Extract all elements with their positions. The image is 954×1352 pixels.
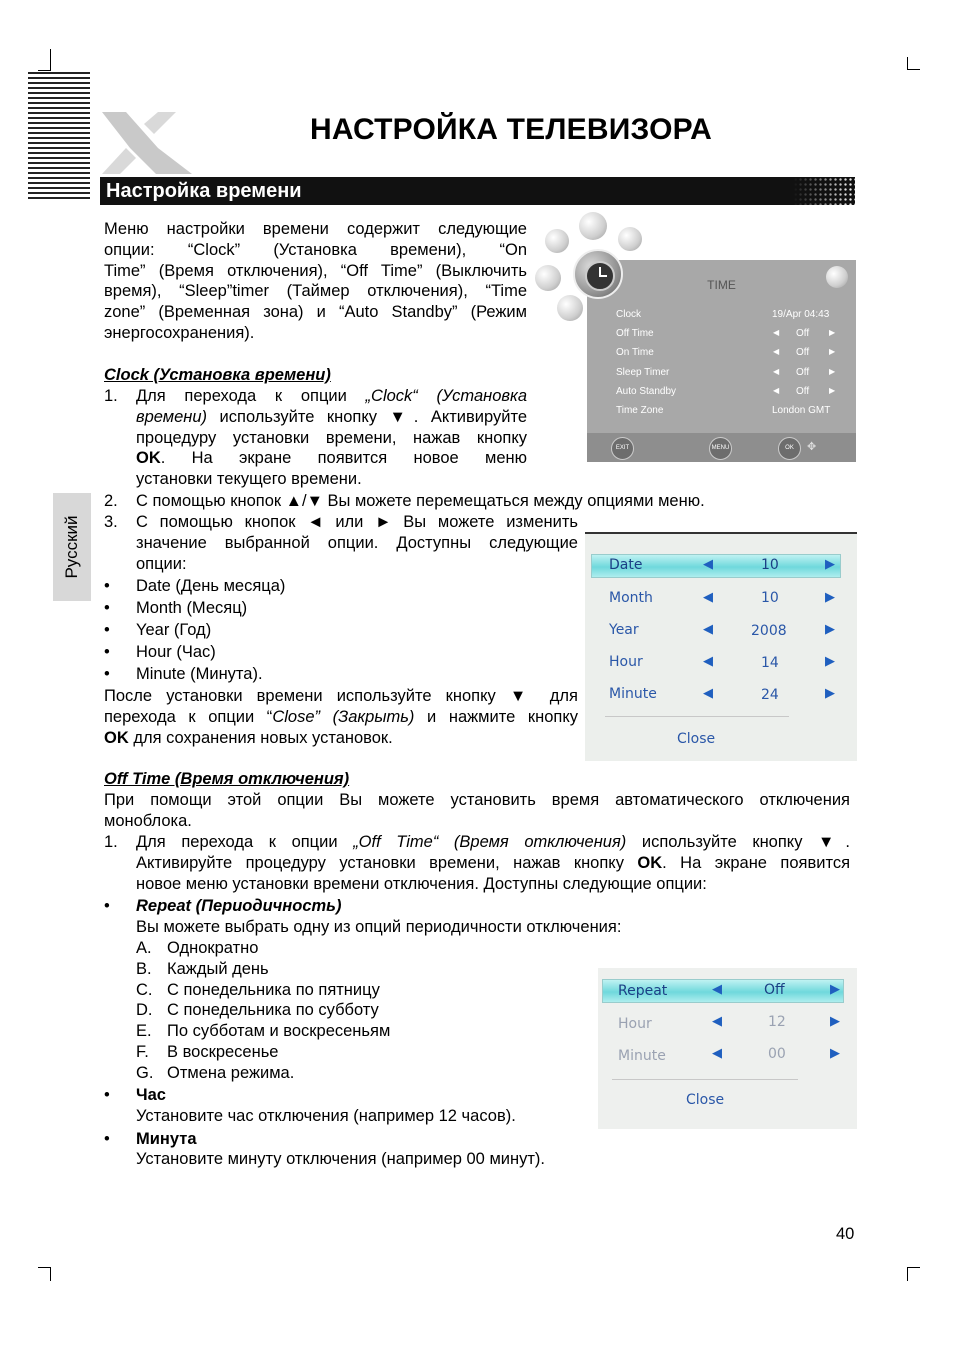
crop-mark-top-right-h <box>907 69 920 70</box>
arrow-right-icon[interactable]: ▶ <box>825 653 835 668</box>
tv-menu-row[interactable] <box>616 384 846 403</box>
clock-step3-number: 3. <box>104 513 118 531</box>
crop-mark-bottom-left-v <box>50 1267 51 1281</box>
tv-offtime-menu-screenshot <box>598 968 857 1129</box>
option-letter: D. <box>136 1001 153 1020</box>
offtime-intro-line: моноблока. <box>104 811 192 830</box>
clock-heading: Clock (Установка времени) <box>104 366 331 384</box>
date-row-label[interactable]: Date <box>609 557 643 573</box>
logo-stripes <box>28 72 90 200</box>
year-row-value: 2008 <box>751 623 787 639</box>
tv-menu-title: TIME <box>707 278 736 292</box>
bullet-icon: • <box>104 577 110 595</box>
clock-step1-text5: установки текущего времени. <box>136 470 362 489</box>
offtime-step1-text5: новое меню установки времени отключения. Доступны следующие опции: <box>136 874 707 893</box>
clock-step3-line: С помощью кнопок ◄ или ► Вы можете изменить <box>136 513 578 531</box>
clock-step1-text3: процедуру установки времени, нажав кнопку <box>136 428 527 447</box>
option-letter: C. <box>136 980 153 999</box>
arrow-left-icon: ◀ <box>773 347 780 356</box>
arrow-left-icon[interactable]: ◀ <box>703 589 713 604</box>
close-button[interactable]: Close <box>686 1092 725 1108</box>
section-title: Настройка времени <box>106 180 302 202</box>
hour-row-value: 12 <box>768 1014 786 1030</box>
arrow-right-icon[interactable]: ▶ <box>825 589 835 604</box>
intro-line: Time” (Время отключения), “Off Time” (Выключить <box>104 261 527 280</box>
bullet-icon: • <box>104 1130 110 1148</box>
repeat-row-label[interactable]: Repeat <box>618 983 668 999</box>
offtime-step1-text2: используйте кнопку ▼. <box>626 833 850 851</box>
bullet-icon: • <box>104 643 110 661</box>
arrow-right-icon: ▶ <box>829 386 836 395</box>
tv-row-value: Off <box>796 386 810 397</box>
tv-row-value: Off <box>796 367 810 378</box>
intro-line: энергосохранения). <box>104 323 255 342</box>
minute-row-value: 24 <box>761 687 779 703</box>
year-row-label[interactable]: Year <box>609 622 639 638</box>
date-row-value: 10 <box>761 557 779 573</box>
tv-menu-row[interactable] <box>616 403 846 422</box>
arrow-left-icon[interactable]: ◀ <box>703 556 713 571</box>
clock-after-paragraph <box>104 686 578 748</box>
crop-mark-top-left <box>50 49 51 70</box>
language-label: Русский <box>62 515 81 579</box>
offtime-step1 <box>136 832 850 894</box>
option-letter: F. <box>136 1042 149 1061</box>
repeat-options <box>136 938 390 1084</box>
tv-row-value: 19/Apr 04:43 <box>772 309 830 320</box>
tv-row-label: Clock <box>616 309 642 320</box>
arrow-left-icon[interactable]: ◀ <box>712 1013 722 1028</box>
option-text: Отмена режима. <box>167 1063 295 1082</box>
crop-mark-bottom-right <box>907 1267 920 1268</box>
tv-date-menu-screenshot <box>585 532 857 761</box>
menu-bubble-icon <box>826 266 848 288</box>
option-letter: B. <box>136 959 152 978</box>
bullet-item: Hour (Час) <box>136 643 216 661</box>
offtime-step1-number: 1. <box>104 833 118 851</box>
clock-step1-text: Для перехода к опции <box>136 387 366 405</box>
option-text: С понедельника по субботу <box>167 1001 379 1020</box>
clock-after-text: перехода к опции “ <box>104 707 273 726</box>
menu-bubble-icon <box>618 227 642 251</box>
divider <box>605 716 789 717</box>
option-letter: E. <box>136 1022 152 1041</box>
clock-step1 <box>136 386 527 490</box>
clock-step2: С помощью кнопок ▲/▼ Вы можете перемещаться между опциями меню. <box>136 492 705 510</box>
tv-menu-row[interactable] <box>616 307 846 326</box>
tv-menu-row[interactable] <box>616 345 846 364</box>
arrow-right-icon[interactable]: ▶ <box>830 1013 840 1028</box>
ok-button[interactable]: OK <box>778 437 801 460</box>
menu-bubble-icon <box>579 212 607 240</box>
tv-row-value: Off <box>796 347 810 358</box>
crop-mark-top-left-h <box>38 70 51 71</box>
offtime-heading: Off Time (Время отключения) <box>104 770 350 788</box>
page-number: 40 <box>836 1225 855 1243</box>
option-text: По субботам и воскресеньям <box>167 1022 391 1041</box>
option-text: С понедельника по пятницу <box>167 980 380 999</box>
tv-row-value: Off <box>796 328 810 339</box>
clock-after-text2: и нажмите кнопку <box>414 707 578 726</box>
hour-title: Час <box>136 1086 166 1104</box>
month-row-label[interactable]: Month <box>609 590 653 606</box>
month-row-value: 10 <box>761 590 779 606</box>
crop-mark-bottom-right-v <box>907 1267 908 1281</box>
arrow-left-icon[interactable]: ◀ <box>712 981 722 996</box>
divider <box>612 1079 798 1080</box>
clock-icon <box>573 249 623 299</box>
minute-title: Минута <box>136 1130 197 1148</box>
offtime-step1-text3: Активируйте процедуру установки времени, нажав кнопку <box>136 853 638 872</box>
offtime-step1-ok: OK <box>637 853 663 872</box>
tv-row-label: Auto Standby <box>616 386 677 397</box>
page-title: НАСТРОЙКА ТЕЛЕВИЗОРА <box>310 113 713 146</box>
hour-row-label[interactable]: Hour <box>609 654 643 670</box>
hour-row-value: 14 <box>761 655 779 671</box>
clock-step3-line: опции: <box>136 554 187 573</box>
menu-bubble-icon <box>557 295 583 321</box>
bullet-icon: • <box>104 621 110 639</box>
intro-line: Меню настройки времени содержит следующие <box>104 220 527 238</box>
minute-row-label[interactable]: Minute <box>609 686 657 702</box>
clock-step1-italic: „Clock“ (Установка <box>365 387 527 405</box>
arrow-left-icon: ◀ <box>773 386 780 395</box>
minute-row-value: 00 <box>768 1046 786 1062</box>
exit-button[interactable]: EXIT <box>611 437 634 460</box>
bullet-item: Date (День месяца) <box>136 577 286 595</box>
tv-menu-panel <box>587 260 856 462</box>
tv-menu-row[interactable] <box>616 365 846 384</box>
arrow-left-icon: ◀ <box>773 328 780 337</box>
option-text: Каждый день <box>167 959 269 978</box>
tv-time-menu-screenshot <box>535 207 857 463</box>
arrow-right-icon[interactable]: ▶ <box>825 621 835 636</box>
tv-row-label: On Time <box>616 347 654 358</box>
arrow-right-icon[interactable]: ▶ <box>830 1045 840 1060</box>
option-text: Однократно <box>167 939 259 957</box>
arrow-left-icon[interactable]: ◀ <box>703 621 713 636</box>
tv-row-label: Off Time <box>616 328 654 339</box>
offtime-intro <box>104 790 850 832</box>
clock-after-ok: OK <box>104 728 129 747</box>
arrow-right-icon: ▶ <box>829 328 836 337</box>
clock-bullets <box>104 576 285 686</box>
arrow-right-icon[interactable]: ▶ <box>830 981 840 996</box>
arrow-right-icon: ▶ <box>829 347 836 356</box>
intro-line: опции: “Clock” (Установка времени), “On <box>104 240 527 259</box>
arrow-left-icon[interactable]: ◀ <box>703 685 713 700</box>
bullet-item: Minute (Минута). <box>136 665 263 683</box>
offtime-step1-text4: . На экране появится <box>662 853 851 872</box>
clock-step1-number: 1. <box>104 387 118 405</box>
clock-step1-italic2: времени) <box>136 407 208 426</box>
clock-step1-ok: OK <box>136 449 161 468</box>
option-text: В воскресенье <box>167 1042 279 1061</box>
arrow-right-icon: ▶ <box>829 367 836 376</box>
clock-step3 <box>136 512 578 574</box>
menu-bubble-icon <box>535 265 561 291</box>
clock-step1-text4: . На экране появится новое меню <box>160 449 527 468</box>
minute-description: Установите минуту отключения (например 00 минут). <box>136 1150 546 1168</box>
repeat-row-value: Off <box>764 982 785 998</box>
tv-row-label: Sleep Timer <box>616 367 670 378</box>
bullet-icon: • <box>104 599 110 617</box>
hour-description: Установите час отключения (например 12 часов). <box>136 1107 516 1125</box>
tv-row-value: London GMT <box>772 405 831 416</box>
clock-after-text3: для сохранения новых установок. <box>128 728 393 747</box>
repeat-title: Repeat (Периодичность) <box>136 897 342 915</box>
section-bar <box>100 177 855 205</box>
menu-button[interactable]: MENU <box>709 437 732 460</box>
option-letter: A. <box>136 939 152 957</box>
intro-line: zone” (Временная зона) и “Auto Standby” (Режим <box>104 303 527 322</box>
offtime-intro-line: При помощи этой опции Вы можете установить время автоматического отключения <box>104 791 850 809</box>
repeat-description: Вы можете выбрать одну из опций периодичности отключения: <box>136 918 622 936</box>
hour-row-label[interactable]: Hour <box>618 1016 652 1032</box>
tv-menu-footer <box>587 433 856 462</box>
clock-after-italic: Close” (Закрыть) <box>272 707 415 726</box>
option-letter: G. <box>136 1063 154 1082</box>
bullet-icon: • <box>104 665 110 683</box>
tv-menu-row[interactable] <box>616 326 846 345</box>
clock-step1-text2: используйте кнопку ▼. Активируйте <box>207 407 527 426</box>
language-tab <box>53 493 91 601</box>
clock-step2-number: 2. <box>104 492 118 510</box>
offtime-step1-italic: „Off Time“ (Время отключения) <box>353 833 627 851</box>
arrow-right-icon[interactable]: ▶ <box>825 685 835 700</box>
arrow-left-icon: ◀ <box>773 367 780 376</box>
arrow-right-icon[interactable]: ▶ <box>825 556 835 571</box>
minute-row-label[interactable]: Minute <box>618 1048 666 1064</box>
bullet-item: Month (Месяц) <box>136 599 248 617</box>
arrow-left-icon[interactable]: ◀ <box>703 653 713 668</box>
intro-line: время), “Sleep”timer (Таймер отключения), “Time <box>104 282 527 301</box>
arrow-left-icon[interactable]: ◀ <box>712 1045 722 1060</box>
bullet-item: Year (Год) <box>136 621 212 639</box>
bullet-icon: • <box>104 897 110 915</box>
offtime-step1-text: Для перехода к опции <box>136 833 354 851</box>
clock-after-line: После установки времени используйте кнопку ▼ для <box>104 687 578 705</box>
menu-bubble-icon <box>545 229 569 253</box>
intro-paragraph <box>104 219 527 344</box>
close-button[interactable]: Close <box>677 731 716 747</box>
tv-row-label: Time Zone <box>616 405 664 416</box>
bullet-icon: • <box>104 1086 110 1104</box>
logo-x-icon <box>96 108 196 178</box>
clock-step3-line: значение выбранной опции. Доступны следующие <box>136 533 578 552</box>
section-bar-dots <box>793 177 855 205</box>
navigation-pad-icon: ✥ <box>807 441 817 453</box>
